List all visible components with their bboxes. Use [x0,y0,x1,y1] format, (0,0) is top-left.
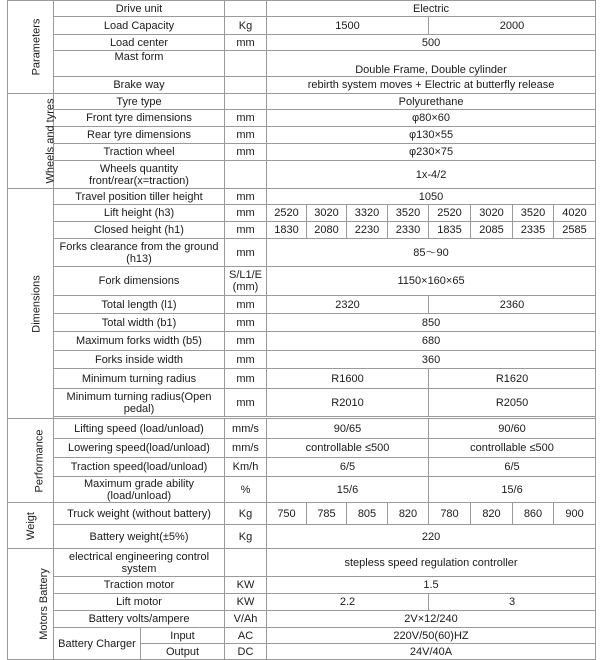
param-label: Battery weight(±5%) [54,525,225,549]
value-cell: controllable ≤500 [429,439,596,458]
param-label: Load center [54,35,225,51]
value-cell: φ230×75 [267,144,596,161]
param-label-line: Maximum grade ability [83,477,195,490]
param-label: Traction wheel [54,144,225,161]
unit-cell: Km/h [225,458,267,477]
unit-cell: KW [225,577,267,594]
row-lifting-speed [8,419,596,439]
row-tyre-type [8,94,596,110]
value-cell: 2520 [267,205,307,222]
value-cell: 220V/50(60)HZ [267,628,596,644]
value-cell: 750 [267,503,307,525]
row-traction-wheel [8,144,596,161]
param-label: Rear tyre dimensions [54,127,225,144]
row-mast-form [8,51,596,77]
param-label [54,389,225,417]
row-tiller-height [8,189,596,205]
param-label: Forks inside width [54,351,225,369]
value-cell: 2085 [471,222,513,239]
value-cell: 780 [429,503,471,525]
row-brake-way [8,77,596,94]
value-cell: 2V×12/240 [267,611,596,628]
section-weight [8,503,54,549]
value-cell: Electric [267,1,596,17]
value-cell: 85～90 [267,239,596,267]
row-traction-motor [8,577,596,594]
battery-charger-label: Battery Charger [54,628,141,660]
param-label: Mast form [54,51,225,77]
row-forks-clearance [8,239,596,267]
value-cell: φ130×55 [267,127,596,144]
param-label: Battery volts/ampere [54,611,225,628]
param-label-line: Wheels quantity [99,162,179,175]
row-wheels-quantity [8,161,596,189]
unit-cell: Kg [225,17,267,35]
param-label [54,477,225,503]
unit-cell [225,1,267,17]
unit-cell: mm [225,127,267,144]
value-cell: R1600 [267,369,429,389]
row-lift-height [8,205,596,222]
unit-cell: KW [225,594,267,611]
param-label: Travel position tiller height [54,189,225,205]
row-fork-dimensions [8,267,596,296]
param-label-line: (load/unload) [106,489,172,502]
value-cell: 2.2 [267,594,429,611]
section-label: Performance [33,429,46,492]
param-label: Load Capacity [54,17,225,35]
param-label: Output [141,644,225,660]
value-cell: 15/6 [267,477,429,503]
unit-cell [225,94,267,110]
param-label: Truck weight (without battery) [54,503,225,525]
row-load-capacity [8,17,596,35]
section-dimensions [8,189,54,419]
value-cell: 3520 [388,205,429,222]
param-label: Lifting speed (load/unload) [54,419,225,439]
value-cell: 1.5 [267,577,596,594]
value-cell: 15/6 [429,477,596,503]
unit-cell [225,267,267,296]
row-truck-weight [8,503,596,525]
param-label [54,549,225,577]
row-total-length [8,296,596,314]
value-cell: 2230 [347,222,388,239]
value-cell: 2335 [513,222,554,239]
value-cell: 2000 [429,17,596,35]
unit-cell: mm [225,332,267,351]
row-min-turning-radius [8,369,596,389]
unit-cell [225,51,267,77]
param-label: Minimum turning radius [54,369,225,389]
param-label: Maximum forks width (b5) [54,332,225,351]
param-label: Total width (b1) [54,314,225,332]
param-label: Drive unit [54,1,225,17]
unit-cell: mm [225,35,267,51]
section-motors-battery [8,549,54,660]
param-label: Lowering speed(load/unload) [54,439,225,458]
value-cell: 1500 [267,17,429,35]
row-lift-motor [8,594,596,611]
row-traction-speed [8,458,596,477]
value-cell: 1835 [429,222,471,239]
value-cell: rebirth system moves + Electric at butterfly release [267,77,596,94]
unit-cell: V/Ah [225,611,267,628]
param-label [54,161,225,189]
unit-cell: mm [225,110,267,127]
section-label: Dimensions [30,274,43,333]
value-cell: 3520 [513,205,554,222]
spec-table [7,0,596,660]
value-cell: 4020 [554,205,596,222]
value-cell: 360 [267,351,596,369]
value-cell: 820 [471,503,513,525]
row-lowering-speed [8,439,596,458]
unit-cell: mm [225,369,267,389]
value-cell: 2330 [388,222,429,239]
value-cell: 820 [388,503,429,525]
unit-cell: mm [225,222,267,239]
unit-cell [225,549,267,577]
section-label: Motors Battery [37,568,50,640]
value-cell: 850 [267,314,596,332]
value-cell: 2080 [307,222,347,239]
section-label: Wheels and tyres [44,98,57,184]
section-wheels-and-tyres [8,94,57,189]
row-battery-volts [8,611,596,628]
value-cell: 6/5 [267,458,429,477]
value-cell: 2320 [267,296,429,314]
value-cell: 3020 [307,205,347,222]
param-label-line: pedal) [123,402,155,415]
row-control-system [8,549,596,577]
param-label-line: electrical engineering control [68,550,210,563]
value-cell: 3320 [347,205,388,222]
value-cell: R1620 [429,369,596,389]
param-label: Lift motor [54,594,225,611]
value-cell: stepless speed regulation controller [267,549,596,577]
row-grade-ability [8,477,596,503]
value-cell: controllable ≤500 [267,439,429,458]
param-label: Total length (l1) [54,296,225,314]
value-cell: R2010 [267,389,429,417]
param-label-line: (h13) [126,252,152,265]
section-performance [8,419,54,503]
value-cell: 90/60 [429,419,596,439]
value-cell: 6/5 [429,458,596,477]
unit-cell: AC [225,628,267,644]
unit-cell: mm [225,296,267,314]
param-label: Traction speed(load/unload) [54,458,225,477]
value-cell: 680 [267,332,596,351]
unit-cell: mm [225,189,267,205]
row-min-turning-radius-open [8,389,596,417]
row-closed-height [8,222,596,239]
unit-cell: % [225,477,267,503]
unit-line: (mm) [232,281,259,293]
unit-cell [225,77,267,94]
row-front-tyre [8,110,596,127]
value-cell: 3 [429,594,596,611]
value-cell: Double Frame, Double cylinder [267,51,596,77]
param-label-line: Minimum turning radius(Open [66,390,212,403]
value-cell: 500 [267,35,596,51]
unit-cell: mm [225,351,267,369]
unit-cell: mm [225,144,267,161]
section-parameters [8,1,54,94]
unit-cell: mm [225,239,267,267]
value-cell: Polyurethane [267,94,596,110]
unit-cell: Kg [225,503,267,525]
unit-line: S/L1/E [228,269,263,281]
value-cell: 805 [347,503,388,525]
value-cell: 90/65 [267,419,429,439]
row-total-width [8,314,596,332]
value-cell: 3020 [471,205,513,222]
value-cell: φ80×60 [267,110,596,127]
value-cell: 1x-4/2 [267,161,596,189]
row-forks-inside-width [8,351,596,369]
row-charger-input [8,628,596,644]
row-battery-weight [8,525,596,549]
param-label: Tyre type [54,94,225,110]
param-label: Traction motor [54,577,225,594]
row-load-center [8,35,596,51]
param-label-line: front/rear(x=traction) [89,174,189,187]
param-label: Front tyre dimensions [54,110,225,127]
unit-cell: Kg [225,525,267,549]
row-drive-unit [8,1,596,17]
value-cell: 2520 [429,205,471,222]
row-max-forks-width [8,332,596,351]
section-label: Weigt [24,511,37,540]
param-label: Closed height (h1) [54,222,225,239]
param-label: Input [141,628,225,644]
param-label [54,239,225,267]
section-label: Parameters [30,18,43,76]
unit-cell: mm [225,314,267,332]
value-cell: 1830 [267,222,307,239]
row-rear-tyre [8,127,596,144]
unit-cell: mm/s [225,439,267,458]
param-label-line: Forks clearance from the ground [59,240,219,253]
param-label-line: system [121,562,157,575]
value-cell: 1150×160×65 [267,267,596,296]
value-cell: 2360 [429,296,596,314]
param-label: Lift height (h3) [54,205,225,222]
value-cell: R2050 [429,389,596,417]
unit-cell: mm/s [225,419,267,439]
value-cell: 2585 [554,222,596,239]
unit-cell: mm [225,205,267,222]
unit-cell: DC [225,644,267,660]
value-cell: 785 [307,503,347,525]
value-cell: 900 [554,503,596,525]
unit-cell: mm [225,389,267,417]
value-cell: 24V/40A [267,644,596,660]
param-label: Fork dimensions [54,267,225,296]
value-cell: 220 [267,525,596,549]
value-cell: 860 [513,503,554,525]
value-cell: 1050 [267,189,596,205]
unit-cell [225,161,267,189]
param-label: Brake way [54,77,225,94]
